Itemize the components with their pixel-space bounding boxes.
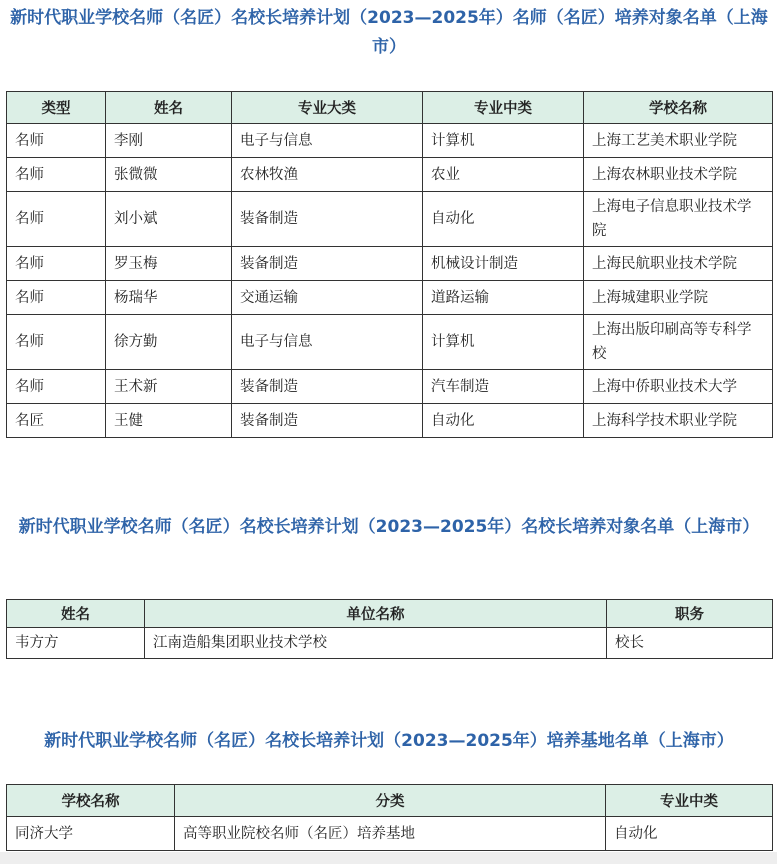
cell-name: 刘小斌 xyxy=(106,192,232,247)
table-row xyxy=(7,192,773,247)
cell-major-subcategory: 计算机 xyxy=(423,315,584,370)
table-row xyxy=(7,247,773,281)
table-row xyxy=(7,370,773,404)
cell-type: 名师 xyxy=(7,370,106,404)
col-header-major-subcategory: 专业中类 xyxy=(423,92,584,124)
mentor-table xyxy=(6,91,773,438)
cell-name: 罗玉梅 xyxy=(106,247,232,281)
col-header-name: 姓名 xyxy=(7,600,145,628)
section1-title: 新时代职业学校名师（名匠）名校长培养计划（2023—2025年）名师（名匠）培养对象名单（上海市） xyxy=(10,8,768,57)
cell-major-subcategory: 计算机 xyxy=(423,124,584,158)
table-row xyxy=(7,404,773,438)
cell-name: 李刚 xyxy=(106,124,232,158)
cell-major-subcategory: 汽车制造 xyxy=(423,370,584,404)
table-row xyxy=(7,628,773,659)
col-header-major-subcategory: 专业中类 xyxy=(606,785,773,817)
cell-position: 校长 xyxy=(607,628,773,659)
cell-name: 杨瑞华 xyxy=(106,281,232,315)
cell-major-subcategory: 自动化 xyxy=(423,404,584,438)
cell-school: 上海民航职业技术学院 xyxy=(584,247,773,281)
cell-type: 名师 xyxy=(7,124,106,158)
cell-school: 上海中侨职业技术大学 xyxy=(584,370,773,404)
col-header-category: 分类 xyxy=(175,785,606,817)
cell-school: 上海农林职业技术学院 xyxy=(584,158,773,192)
col-header-type: 类型 xyxy=(7,92,106,124)
cell-name: 徐方勤 xyxy=(106,315,232,370)
cell-major-category: 电子与信息 xyxy=(232,315,423,370)
cell-major-category: 装备制造 xyxy=(232,247,423,281)
table-header-row xyxy=(7,785,773,817)
training-base-table xyxy=(6,784,773,851)
cell-major-category: 装备制造 xyxy=(232,192,423,247)
table-header-row xyxy=(7,600,773,628)
cell-name: 王术新 xyxy=(106,370,232,404)
table-header-row xyxy=(7,92,773,124)
cell-category: 高等职业院校名师（名匠）培养基地 xyxy=(175,817,606,851)
cell-major-category: 装备制造 xyxy=(232,404,423,438)
cell-major-subcategory: 机械设计制造 xyxy=(423,247,584,281)
cell-major-category: 装备制造 xyxy=(232,370,423,404)
cell-major-category: 农林牧渔 xyxy=(232,158,423,192)
table-row xyxy=(7,315,773,370)
col-header-organization: 单位名称 xyxy=(145,600,607,628)
cell-major-category: 交通运输 xyxy=(232,281,423,315)
cell-major-subcategory: 自动化 xyxy=(423,192,584,247)
cell-major-subcategory: 农业 xyxy=(423,158,584,192)
cell-type: 名师 xyxy=(7,158,106,192)
cell-school: 上海出版印刷高等专科学校 xyxy=(584,315,773,370)
principal-table xyxy=(6,599,773,659)
table-row xyxy=(7,281,773,315)
table-row xyxy=(7,158,773,192)
col-header-school: 学校名称 xyxy=(7,785,175,817)
page-bottom-edge xyxy=(0,852,777,864)
cell-type: 名匠 xyxy=(7,404,106,438)
cell-type: 名师 xyxy=(7,192,106,247)
cell-major-subcategory: 自动化 xyxy=(606,817,773,851)
cell-name: 王健 xyxy=(106,404,232,438)
section2-title: 新时代职业学校名师（名匠）名校长培养计划（2023—2025年）名校长培养对象名单（上海市） xyxy=(18,517,760,537)
cell-major-category: 电子与信息 xyxy=(232,124,423,158)
cell-school: 上海城建职业学院 xyxy=(584,281,773,315)
cell-major-subcategory: 道路运输 xyxy=(423,281,584,315)
col-header-school: 学校名称 xyxy=(584,92,773,124)
cell-name: 张微微 xyxy=(106,158,232,192)
table-row xyxy=(7,124,773,158)
table-row xyxy=(7,817,773,851)
cell-school: 上海科学技术职业学院 xyxy=(584,404,773,438)
col-header-major-category: 专业大类 xyxy=(232,92,423,124)
cell-school: 同济大学 xyxy=(7,817,175,851)
section3-title: 新时代职业学校名师（名匠）名校长培养计划（2023—2025年）培养基地名单（上海市） xyxy=(44,731,734,751)
cell-type: 名师 xyxy=(7,315,106,370)
cell-organization: 江南造船集团职业技术学校 xyxy=(145,628,607,659)
cell-type: 名师 xyxy=(7,247,106,281)
col-header-position: 职务 xyxy=(607,600,773,628)
col-header-name: 姓名 xyxy=(106,92,232,124)
cell-school: 上海工艺美术职业学院 xyxy=(584,124,773,158)
cell-name: 韦方方 xyxy=(7,628,145,659)
cell-school: 上海电子信息职业技术学院 xyxy=(584,192,773,247)
cell-type: 名师 xyxy=(7,281,106,315)
